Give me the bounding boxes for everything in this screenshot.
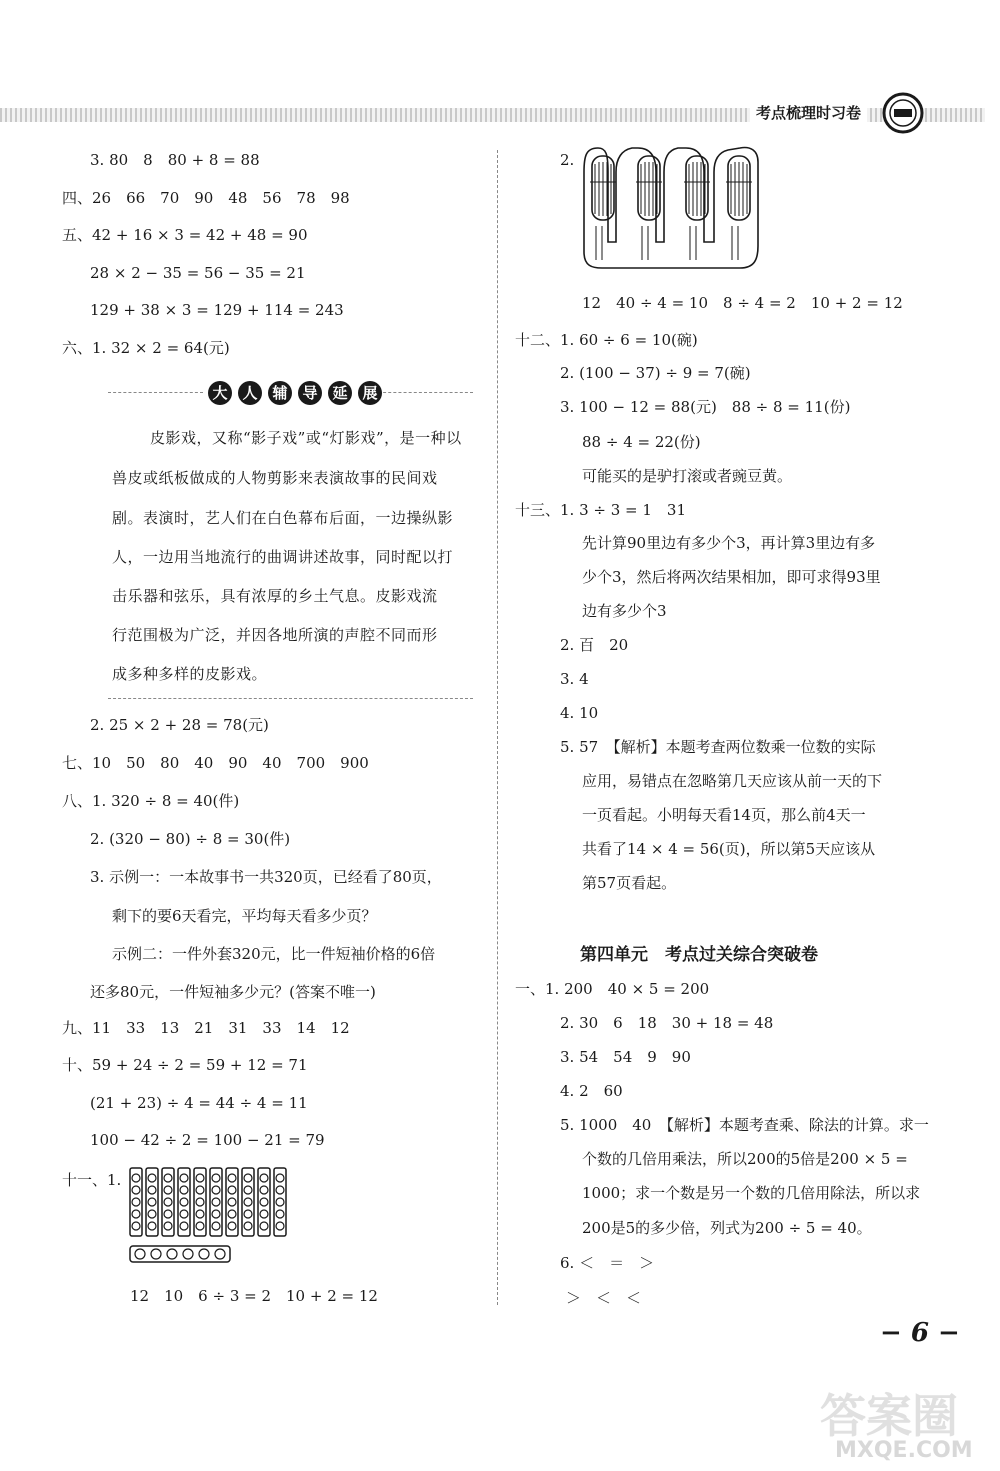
answer-line: 3. 54 54 9 90: [560, 1048, 691, 1066]
extension-title: [208, 381, 382, 407]
watermark-url: MXQE.COM: [835, 1438, 973, 1463]
answer-line: 3. 示例一：一本故事书一共320页，已经看了80页，: [90, 868, 442, 886]
answer-line: 12 10 6 ÷ 3 = 2 10 + 2 = 12: [130, 1287, 378, 1305]
answer-line: 九、11 33 13 21 31 33 14 12: [62, 1019, 350, 1037]
answer-line: 十三、1. 3 ÷ 3 = 1 31: [515, 501, 687, 519]
answer-line: 示例二：一件外套320元，比一件短袖价格的6倍: [112, 945, 436, 963]
answer-line: 六、1. 32 × 2 = 64(元): [62, 339, 230, 357]
answer-line: 3. 4: [560, 670, 589, 688]
section-heading: 第四单元 考点过关综合突破卷: [580, 945, 818, 965]
answer-line: 边有多少个3: [582, 602, 667, 620]
answer-line: 还多80元，一件短袖多少元？(答案不唯一): [90, 983, 376, 1001]
answer-line: 剩下的要6天看完，平均每天看多少页？: [112, 907, 377, 925]
extension-title-char: 展: [358, 381, 382, 405]
answer-line: 6. ＜ ＝ ＞: [560, 1254, 655, 1272]
answer-line: 3. 100 − 12 = 88(元) 88 ÷ 8 = 11(份): [560, 398, 851, 416]
answer-line: 少个3，然后将两次结果相加，即可求得93里: [582, 568, 881, 586]
extension-text: 成多种多样的皮影戏。: [112, 665, 268, 683]
answer-line: 88 ÷ 4 = 22(份): [582, 433, 701, 451]
answer-line: 先计算90里边有多少个3，再计算3里边有多: [582, 534, 876, 552]
extension-title-char: 辅: [268, 381, 292, 405]
circle-grouping-diagram: [128, 1166, 298, 1274]
series-logo-icon: [880, 92, 926, 134]
extension-text: 兽皮或纸板做成的人物剪影来表演故事的民间戏: [112, 469, 438, 487]
answer-line: 可能买的是驴打滚或者豌豆黄。: [582, 467, 793, 485]
extension-text: 皮影戏，又称“影子戏”或“灯影戏”，是一种以: [150, 429, 462, 447]
extension-text: 行范围极为广泛，并因各地所演的声腔不同而形: [112, 626, 438, 644]
answer-line: 28 × 2 − 35 = 56 − 35 = 21: [90, 264, 306, 282]
extension-text: 人，一边用当地流行的曲调讲述故事，同时配以打: [112, 548, 454, 566]
answer-line: 五、42 + 16 × 3 = 42 + 48 = 90: [62, 226, 308, 244]
watermark-logo: 答案圈: [820, 1389, 958, 1443]
answer-line: 一页看起。小明每天看14页，那么前4天一: [582, 806, 866, 824]
answer-line: 个数的几倍用乘法，所以200的5倍是200 × 5 =: [582, 1150, 908, 1168]
answer-line: 应用，易错点在忽略第几天应该从前一天的下: [582, 772, 883, 790]
answer-line: 第57页看起。: [582, 874, 677, 892]
extension-rule: [108, 392, 203, 393]
stick-bundles-diagram: [580, 142, 762, 272]
answer-line: 129 + 38 × 3 = 129 + 114 = 243: [90, 301, 344, 319]
answer-line: 2. 30 6 18 30 + 18 = 48: [560, 1014, 774, 1032]
page-number: − 6 −: [880, 1318, 960, 1348]
extension-title-char: 大: [208, 381, 232, 405]
answer-line: 12 40 ÷ 4 = 10 8 ÷ 4 = 2 10 + 2 = 12: [582, 294, 903, 312]
answer-line: 1000；求一个数是另一个数的几倍用除法，所以求: [582, 1184, 921, 1202]
extension-title-char: 导: [298, 381, 322, 405]
extension-text: 击乐器和弦乐，具有浓厚的乡土气息。皮影戏流: [112, 587, 438, 605]
answer-line: 2. (320 − 80) ÷ 8 = 30(件): [90, 830, 291, 848]
answer-line: 2. 25 × 2 + 28 = 78(元): [90, 716, 269, 734]
extension-text: 剧。表演时，艺人们在白色幕布后面，一边操纵影: [112, 509, 454, 527]
answer-line: 八、1. 320 ÷ 8 = 40(件): [62, 792, 240, 810]
answer-line: 200是5的多少倍，列式为200 ÷ 5 = 40。: [582, 1219, 872, 1237]
answer-line: (21 + 23) ÷ 4 = 44 ÷ 4 = 11: [90, 1094, 308, 1112]
extension-rule: [108, 698, 473, 699]
answer-line: 七、10 50 80 40 90 40 700 900: [62, 754, 369, 772]
answer-line: 2. 百 20: [560, 636, 629, 654]
answer-line: 100 − 42 ÷ 2 = 100 − 21 = 79: [90, 1131, 325, 1149]
extension-title-char: 延: [328, 381, 352, 405]
answer-line: 2.: [560, 151, 575, 169]
extension-rule: [378, 392, 473, 393]
answer-line: 十二、1. 60 ÷ 6 = 10(碗): [515, 331, 698, 349]
answer-line: 3. 80 8 80 + 8 = 88: [90, 151, 260, 169]
answer-line: 2. (100 − 37) ÷ 9 = 7(碗): [560, 364, 751, 382]
answer-line: 十一、1.: [62, 1171, 122, 1189]
answer-line: 4. 2 60: [560, 1082, 623, 1100]
answer-line: 一、1. 200 40 × 5 = 200: [515, 980, 710, 998]
answer-line: 十、59 + 24 ÷ 2 = 59 + 12 = 71: [62, 1056, 308, 1074]
answer-line: 5. 57 【解析】本题考查两位数乘一位数的实际: [560, 738, 876, 756]
answer-line: ＞ ＜ ＜: [566, 1289, 642, 1307]
answer-line: 5. 1000 40 【解析】本题考查乘、除法的计算。求一: [560, 1116, 929, 1134]
column-divider: [497, 150, 498, 1305]
answer-line: 4. 10: [560, 704, 599, 722]
extension-title-char: 人: [238, 381, 262, 405]
header-title: 考点梳理时习卷: [750, 100, 867, 125]
answer-line: 四、26 66 70 90 48 56 78 98: [62, 189, 350, 207]
answer-line: 共看了14 × 4 = 56(页)，所以第5天应该从: [582, 840, 876, 858]
